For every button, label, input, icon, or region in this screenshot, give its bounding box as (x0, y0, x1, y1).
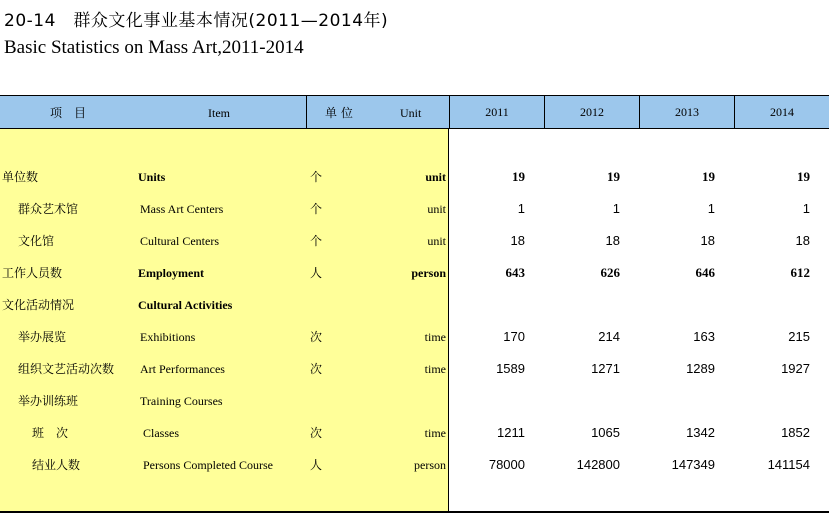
row-value-2014: 612 (790, 265, 810, 280)
row-value-2012 (540, 289, 620, 321)
table-row (0, 193, 829, 225)
row-unit-en: person (414, 458, 446, 472)
row-label-en: Art Performances (140, 362, 225, 376)
row-label-en: Training Courses (140, 394, 223, 408)
row-label-en: Employment (138, 266, 204, 280)
row-value-2011: 18 (510, 233, 525, 248)
header-item-cn: 项 目 (50, 106, 87, 120)
row-value-2013: 18 (700, 233, 715, 248)
row-label-cn: 文化馆 (18, 234, 55, 248)
row-value-2013 (635, 289, 715, 321)
row-label-cn: 班 次 (32, 426, 69, 440)
row-unit-en: unit (427, 234, 446, 248)
table-row (0, 289, 829, 321)
row-label-cn: 工作人员数 (2, 266, 63, 280)
row-unit-en: unit (427, 202, 446, 216)
row-value-2011 (445, 385, 525, 417)
row-label-cn: 单位数 (2, 170, 39, 184)
table-row (0, 161, 829, 193)
row-label-en: Exhibitions (140, 330, 196, 344)
row-label-en: Persons Completed Course (143, 458, 273, 472)
row-value-2012: 626 (600, 265, 620, 280)
row-label-en: Cultural Activities (138, 298, 233, 312)
header-stub (0, 95, 449, 129)
table-row (0, 353, 829, 385)
row-value-2011: 78000 (488, 457, 525, 472)
row-value-2014: 215 (788, 329, 810, 344)
row-unit-en: time (424, 330, 446, 344)
table-row (0, 257, 829, 289)
row-value-2012: 1 (612, 201, 620, 216)
row-value-2012: 18 (605, 233, 620, 248)
row-label-en: Classes (143, 426, 179, 440)
row-unit-cn: 次 (310, 362, 323, 376)
row-unit-cn: 个 (310, 202, 323, 216)
row-value-2013: 646 (695, 265, 715, 280)
row-value-2014: 1852 (781, 425, 810, 440)
row-value-2013 (635, 385, 715, 417)
row-value-2014 (730, 289, 810, 321)
header-unit-en: Unit (400, 106, 422, 120)
row-unit-cn: 次 (310, 330, 323, 344)
row-value-2014: 18 (795, 233, 810, 248)
row-unit-en: unit (425, 170, 446, 184)
row-label-cn: 举办训练班 (18, 394, 79, 408)
row-value-2012 (540, 385, 620, 417)
row-label-cn: 文化活动情况 (2, 298, 75, 312)
row-value-2013: 163 (693, 329, 715, 344)
row-unit-cn: 人 (310, 266, 323, 280)
header-unit-cn: 单 位 (325, 106, 353, 120)
row-value-2012: 1065 (591, 425, 620, 440)
row-unit-cn: 个 (310, 234, 323, 248)
header-item-en: Item (208, 106, 230, 120)
table-title-chinese: 20-14 群众文化事业基本情况(2011—2014年) (4, 11, 389, 31)
row-value-2013: 1342 (686, 425, 715, 440)
table-row (0, 321, 829, 353)
row-unit-cn: 次 (310, 426, 323, 440)
table-title-english: Basic Statistics on Mass Art,2011-2014 (4, 37, 304, 58)
row-value-2014 (730, 385, 810, 417)
row-value-2014: 141154 (767, 457, 810, 472)
row-value-2011 (445, 289, 525, 321)
row-value-2012: 19 (607, 169, 620, 184)
row-value-2011: 170 (503, 329, 525, 344)
row-value-2011: 643 (505, 265, 525, 280)
row-label-cn: 结业人数 (32, 458, 81, 472)
row-value-2013: 1289 (686, 361, 715, 376)
row-value-2011: 1 (517, 201, 525, 216)
header-year-2012: 2012 (544, 95, 639, 129)
row-label-en: Mass Art Centers (140, 202, 224, 216)
row-value-2014: 1 (802, 201, 810, 216)
table-row (0, 385, 829, 417)
row-value-2012: 214 (598, 329, 620, 344)
statistics-table (0, 95, 829, 514)
table-row (0, 417, 829, 449)
header-year-2014: 2014 (734, 95, 829, 129)
row-value-2013: 1 (707, 201, 715, 216)
row-unit-en: time (424, 362, 446, 376)
header-year-2013: 2013 (639, 95, 734, 129)
row-unit-cn: 个 (310, 170, 323, 184)
row-unit-en: person (411, 266, 446, 280)
row-label-cn: 组织文艺活动次数 (18, 362, 115, 376)
row-label-cn: 举办展览 (18, 330, 67, 344)
row-value-2014: 1927 (781, 361, 810, 376)
header-year-2011: 2011 (449, 95, 544, 129)
row-value-2012: 142800 (576, 457, 620, 472)
row-label-en: Cultural Centers (140, 234, 219, 248)
row-label-cn: 群众艺术馆 (18, 202, 79, 216)
row-unit-en: time (424, 426, 446, 440)
row-value-2014: 19 (797, 169, 810, 184)
row-value-2012: 1271 (591, 361, 620, 376)
row-value-2011: 19 (512, 169, 525, 184)
row-value-2011: 1211 (497, 425, 525, 440)
table-row (0, 449, 829, 481)
row-unit-cn: 人 (310, 458, 323, 472)
row-value-2013: 147349 (671, 457, 715, 472)
table-row (0, 225, 829, 257)
table-bottom-rule (0, 511, 829, 513)
row-label-en: Units (138, 170, 166, 184)
row-value-2011: 1589 (496, 361, 525, 376)
header-separator (306, 96, 307, 129)
row-value-2013: 19 (702, 169, 715, 184)
